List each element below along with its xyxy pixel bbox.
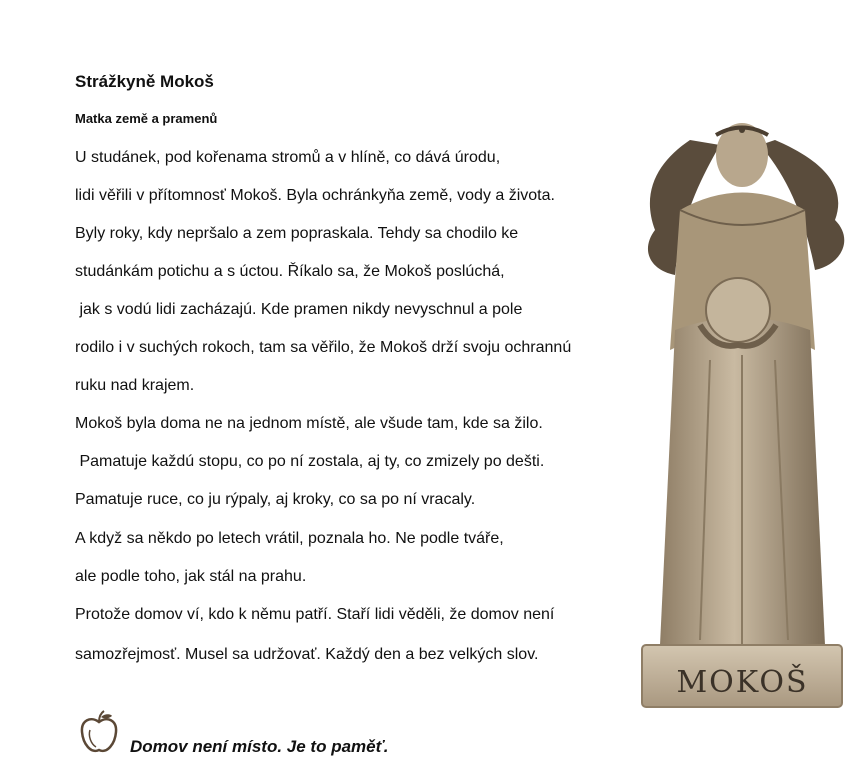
text-line: samozřejmosť. Musel sa udržovať. Každý den a bez velkých slov.	[75, 646, 539, 663]
statue-illustration	[620, 100, 865, 710]
footer-motto: Domov není místo. Je to paměť.	[130, 737, 389, 756]
text-line: studánkám potichu a s úctou. Říkalo sa, že Mokoš poslúchá,	[75, 263, 505, 280]
text-line: Pamatuje ruce, co ju rýpaly, aj kroky, co sa po ní vracaly.	[75, 491, 476, 508]
text-line: rodilo i v suchých rokoch, tam sa věřilo, že Mokoš drží svoju ochrannú	[75, 339, 572, 356]
apple-icon	[78, 710, 120, 756]
text-line: Pamatuje každú stopu, co po ní zostala, aj ty, co zmizely po dešti.	[75, 453, 545, 470]
text-line: Protože domov ví, kdo k němu patří. Staří lidi věděli, že domov není	[75, 606, 555, 623]
text-line: lidi věřili v přítomnosť Mokoš. Byla ochránkyňa země, vody a života.	[75, 187, 555, 204]
text-line: Mokoš byla doma ne na jednom místě, ale všude tam, kde sa žilo.	[75, 415, 543, 432]
text-line: U studánek, pod kořenama stromů a v hlíně, co dává úrodu,	[75, 149, 501, 166]
text-line: jak s vodú lidi zacházajú. Kde pramen nikdy nevyschnul a pole	[75, 301, 523, 318]
statue-icon	[620, 100, 865, 710]
text-line: Byly roky, kdy nepršalo a zem popraskala. Tehdy sa chodilo ke	[75, 225, 519, 242]
text-line: ruku nad krajem.	[75, 377, 195, 394]
page-title: Strážkyně Mokoš	[75, 72, 214, 91]
statue-inscription: MOKOŠ	[676, 665, 809, 700]
text-line: A když sa někdo po letech vrátil, poznala ho. Ne podle tváře,	[75, 530, 504, 547]
text-line: ale podle toho, jak stál na prahu.	[75, 568, 307, 585]
page-subtitle: Matka země a pramenů	[75, 111, 218, 126]
